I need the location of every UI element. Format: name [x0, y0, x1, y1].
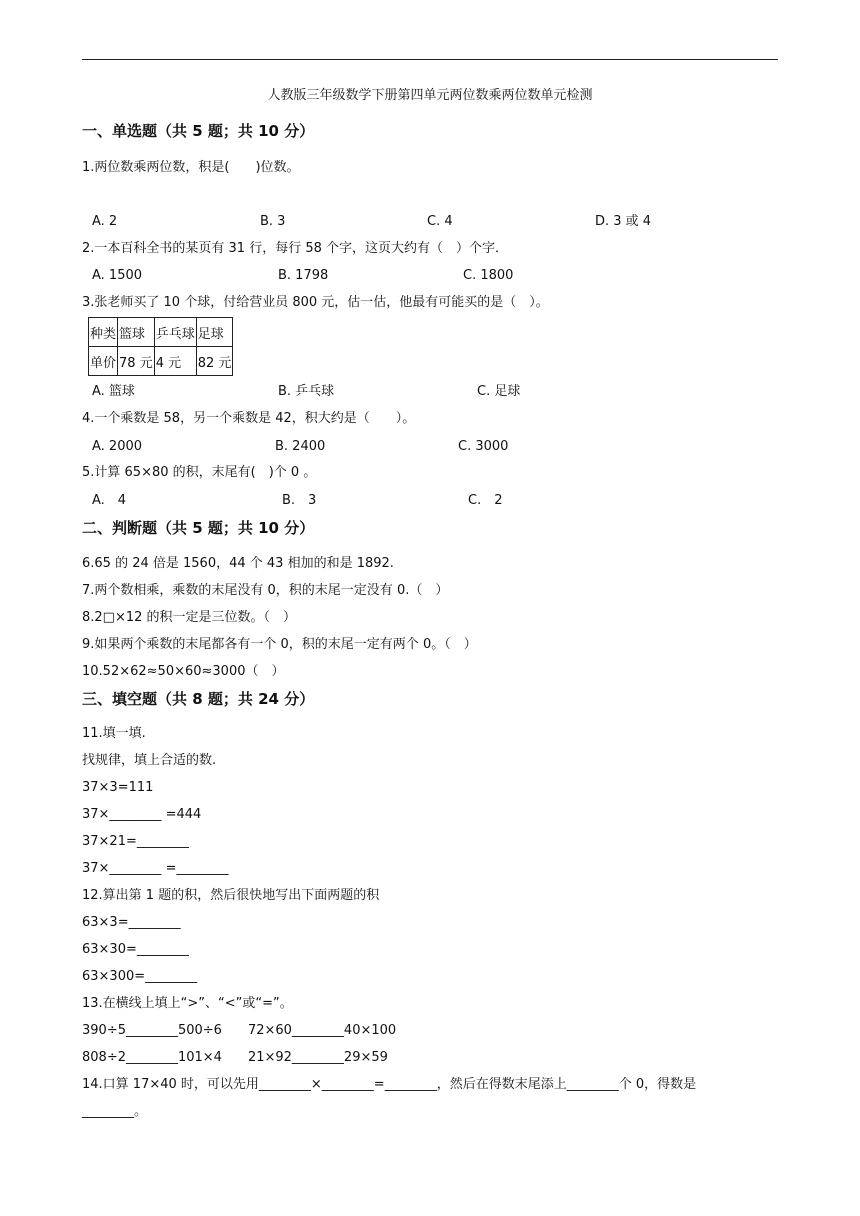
- q3-option-b: B. 乒乓球: [278, 384, 335, 399]
- table-cell: 82 元: [196, 347, 233, 376]
- q5-option-a: A. 4: [92, 493, 127, 508]
- q4-option-b: B. 2400: [275, 439, 326, 454]
- question-2: 2.一本百科全书的某页有 31 行，每行 58 个字，这页大约有（ ）个字．: [82, 241, 509, 256]
- question-text-line: 37×3=111: [82, 780, 154, 795]
- question-3: 3.张老师买了 10 个球，付给营业员 800 元，估一估，他最有可能买的是（ ）。: [82, 295, 549, 310]
- table-cell: 4 元: [154, 347, 196, 376]
- section-heading-true-false: 二、判断题（共 5 题；共 10 分）: [82, 519, 315, 537]
- q1-option-b: B. 3: [260, 214, 286, 229]
- table-row: [89, 347, 233, 376]
- question-text-line: 63×3=________: [82, 915, 181, 930]
- question-4: 4.一个乘数是 58，另一个乘数是 42，积大约是（ ）。: [82, 411, 416, 426]
- q3-option-a: A. 篮球: [92, 384, 135, 399]
- q3-option-c: C. 足球: [477, 384, 521, 399]
- question-1: 1.两位数乘两位数，积是( )位数。: [82, 160, 300, 175]
- question-text-line: 63×30=________: [82, 942, 189, 957]
- question-text-line: 37×________ =444: [82, 807, 202, 822]
- question-12: 12.算出第 1 题的积，然后很快地写出下面两题的积: [82, 888, 380, 903]
- table-cell: 足球: [196, 318, 233, 347]
- q2-option-a: A. 1500: [92, 268, 143, 283]
- question-11: 11.填一填.: [82, 726, 146, 741]
- price-table: [88, 317, 233, 376]
- question-text-line: 37×________ =________: [82, 861, 229, 876]
- question-text-line: ________。: [82, 1104, 148, 1119]
- table-cell: 乒乓球: [154, 318, 196, 347]
- question-10: 10.52×62≈50×60≈3000（ ）: [82, 664, 285, 679]
- table-row: [89, 318, 233, 347]
- question-14: 14.口算 17×40 时，可以先用________×________=________，然后在得数末尾添上________个 0，得数是: [82, 1077, 697, 1092]
- table-cell: 单价: [89, 347, 118, 376]
- question-7: 7.两个数相乘，乘数的末尾没有 0，积的末尾一定没有 0.（ ）: [82, 583, 449, 598]
- question-text-line: 808÷2________101×4 21×92________29×59: [82, 1050, 388, 1065]
- table-cell: 78 元: [118, 347, 155, 376]
- question-6: 6.65 的 24 倍是 1560，44 个 43 相加的和是 1892.: [82, 556, 394, 571]
- question-text-line: 63×300=________: [82, 969, 198, 984]
- q1-option-a: A. 2: [92, 214, 118, 229]
- q4-option-a: A. 2000: [92, 439, 143, 454]
- question-5: 5.计算 65×80 的积，末尾有( )个 0 。: [82, 465, 317, 480]
- document-title: 人教版三年级数学下册第四单元两位数乘两位数单元检测: [267, 88, 593, 103]
- question-8: 8.2□×12 的积一定是三位数。（ ）: [82, 610, 297, 625]
- q4-option-c: C. 3000: [458, 439, 509, 454]
- header-rule: [82, 59, 778, 60]
- table-cell: 篮球: [118, 318, 155, 347]
- question-text-line: 390÷5________500÷6 72×60________40×100: [82, 1023, 397, 1038]
- question-text-line: 找规律，填上合适的数.: [82, 753, 217, 768]
- q1-option-d: D. 3 或 4: [595, 214, 652, 229]
- q2-option-b: B. 1798: [278, 268, 329, 283]
- question-13: 13.在横线上填上“>”、“<”或“=”。: [82, 996, 293, 1011]
- q5-option-c: C. 2: [468, 493, 503, 508]
- q5-option-b: B. 3: [282, 493, 317, 508]
- question-text-line: 37×21=________: [82, 834, 189, 849]
- q1-option-c: C. 4: [427, 214, 453, 229]
- q2-option-c: C. 1800: [463, 268, 514, 283]
- table-cell: 种类: [89, 318, 118, 347]
- section-heading-fill-in: 三、填空题（共 8 题；共 24 分）: [82, 690, 315, 708]
- section-heading-single-choice: 一、单选题（共 5 题；共 10 分）: [82, 122, 315, 140]
- question-9: 9.如果两个乘数的末尾都各有一个 0，积的末尾一定有两个 0。（ ）: [82, 637, 477, 652]
